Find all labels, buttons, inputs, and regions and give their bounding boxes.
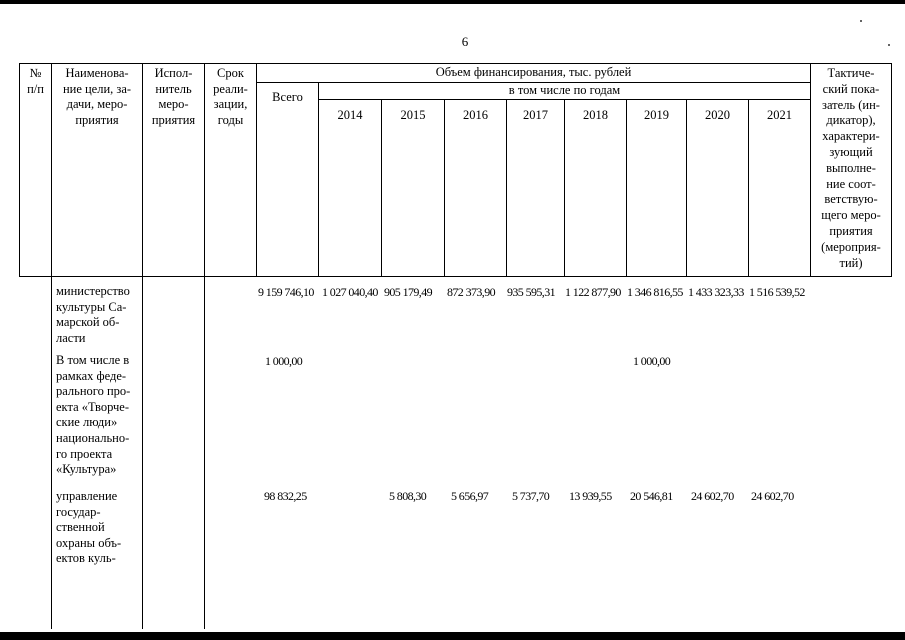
row-value: 24 602,70 xyxy=(751,489,794,503)
row-total: 98 832,25 xyxy=(264,489,307,503)
header-col-executor: Испол- нитель меро- приятия xyxy=(151,66,196,127)
row-name: управление государ- ственной охраны объ- ектов куль- xyxy=(56,489,122,566)
header-col-name: Наименова- ние цели, за- дачи, меро- приятия xyxy=(62,66,132,127)
header-year: 2018 xyxy=(583,108,608,122)
header-year: 2019 xyxy=(644,108,669,122)
col-line xyxy=(506,99,507,276)
table-top-line xyxy=(19,63,892,64)
header-by-years: в том числе по годам xyxy=(508,83,621,97)
header-year: 2015 xyxy=(400,108,426,122)
header-col-term: Срок реали- зации, годы xyxy=(213,66,248,127)
row-value: 1 122 877,90 xyxy=(565,285,621,299)
header-col-indicator: Тактиче- ский пока- затель (ин- дикатор), характери- зующий выполне- ние соот- ветствую- щего меро- приятия (мероприя- тий) xyxy=(821,66,881,270)
row-total: 9 159 746,10 xyxy=(258,285,314,299)
header-funding-title: Объем финансирования, тыс. рублей xyxy=(435,65,632,79)
col-line xyxy=(51,63,52,629)
header-year: 2016 xyxy=(463,108,488,122)
row-value: 13 939,55 xyxy=(569,489,612,503)
col-line xyxy=(626,99,627,276)
row-value: 5 808,30 xyxy=(389,489,427,503)
header-year: 2017 xyxy=(523,108,548,122)
row-value: 872 373,90 xyxy=(447,285,496,299)
header-year: 2021 xyxy=(767,108,792,122)
row-name: министерство культуры Са- марской об- ласти xyxy=(56,284,130,345)
row-value: 905 179,49 xyxy=(384,285,433,299)
row-value: 5 737,70 xyxy=(512,489,550,503)
col-line xyxy=(891,63,892,276)
scan-speck xyxy=(860,20,862,22)
col-line xyxy=(748,99,749,276)
row-value: 5 656,97 xyxy=(451,489,489,503)
col-line xyxy=(686,99,687,276)
header-bottom-line xyxy=(19,276,892,277)
row-name: В том числе в рамках феде- рального про- екта «Творче- ские люди» национально- го проекта «Культура» xyxy=(56,353,131,477)
row-value: 1 433 323,33 xyxy=(688,285,744,299)
row-value: 1 027 040,40 xyxy=(322,285,378,299)
top-border xyxy=(0,0,905,4)
row-value: 20 546,81 xyxy=(630,489,673,503)
page-number: 6 xyxy=(461,34,469,49)
header-col-number: № п/п xyxy=(27,66,44,96)
row-total: 1 000,00 xyxy=(265,354,303,368)
col-line xyxy=(564,99,565,276)
row-value: 24 602,70 xyxy=(691,489,734,503)
col-line xyxy=(444,99,445,276)
scan-speck xyxy=(888,44,890,46)
col-line xyxy=(381,99,382,276)
row-value: 1 346 816,55 xyxy=(627,285,683,299)
row-value: 1 000,00 xyxy=(633,354,671,368)
header-year: 2020 xyxy=(705,108,730,122)
row-value: 935 595,31 xyxy=(507,285,556,299)
bottom-border xyxy=(0,632,905,640)
col-line xyxy=(204,63,205,629)
header-col-total: Всего xyxy=(272,90,303,104)
row-value: 1 516 539,52 xyxy=(749,285,805,299)
header-year: 2014 xyxy=(337,108,363,122)
col-line xyxy=(142,63,143,629)
